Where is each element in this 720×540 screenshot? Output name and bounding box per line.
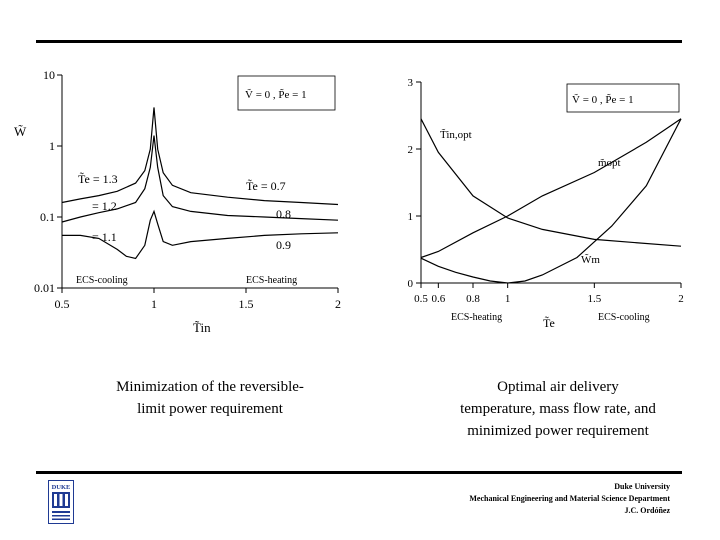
annotation: 0.9 — [276, 238, 291, 252]
annotation: ECS-cooling — [598, 312, 650, 323]
y-tick-label-left: 0.01 — [34, 281, 55, 295]
annotation: ECS-cooling — [76, 275, 128, 286]
x-tick-label-left: 2 — [335, 297, 341, 311]
x-tick-label-right: 0.6 — [431, 293, 446, 305]
annotation: ECS-heating — [246, 275, 298, 286]
bottom-rule — [36, 471, 682, 474]
annotation: 0.8 — [276, 207, 291, 221]
series-line-right — [421, 119, 681, 283]
duke-logo — [48, 480, 74, 524]
caption-right-line: minimized power requirement — [467, 423, 649, 439]
x-tick-label-right: 1 — [504, 293, 511, 305]
annotation: T̃e = 0.7 — [246, 179, 286, 193]
annotation: T̃e = 1.3 — [78, 172, 118, 186]
y-tick-label-right: 1 — [407, 211, 413, 223]
caption-left-line: limit power requirement — [137, 401, 283, 417]
chart-right — [360, 0, 720, 360]
x-tick-label-right: 0.8 — [466, 293, 480, 305]
x-tick-label-left: 1.5 — [238, 297, 254, 311]
y-tick-label-right: 3 — [407, 77, 413, 89]
annotation: W̃m — [581, 254, 600, 266]
x-tick-label-left: 1 — [151, 297, 157, 311]
annotation: ECS-heating — [451, 312, 503, 323]
annotation: = 1.1 — [92, 230, 117, 244]
logo-text: DUKE — [51, 484, 71, 491]
caption-right-line: Optimal air delivery — [497, 379, 619, 395]
series-line-left — [62, 107, 338, 204]
annotation: T̃in,opt — [440, 129, 472, 141]
footer-author: J.C. Ordóñez — [624, 506, 670, 515]
footer-department: Mechanical Engineering and Material Science Department — [469, 494, 670, 503]
annotation: m̃opt — [598, 157, 621, 169]
footer — [469, 481, 670, 517]
caption-left-line: Minimization of the reversible- — [116, 379, 304, 395]
legend-text-left: Ṽ = 0 , P̃e = 1 — [245, 89, 307, 101]
x-axis-label-left: T̃in — [193, 320, 211, 335]
chart-left — [0, 0, 360, 360]
footer-university: Duke University — [614, 482, 670, 491]
x-tick-label-left: 0.5 — [54, 297, 70, 311]
legend-text-right: Ṽ = 0 , P̃e = 1 — [572, 94, 634, 106]
caption-right-line: temperature, mass flow rate, and — [460, 401, 656, 417]
annotation: = 1.2 — [92, 199, 117, 213]
x-tick-label-right: 2 — [678, 293, 684, 305]
y-tick-label-left: 1 — [49, 139, 55, 153]
y-tick-label-left: 10 — [43, 68, 55, 82]
y-axis-label-left: W̃ — [14, 124, 27, 139]
y-tick-label-left: 0.1 — [40, 210, 55, 224]
caption-right — [418, 376, 698, 442]
x-tick-label-right: 0.5 — [414, 293, 428, 305]
y-tick-label-right: 0 — [407, 278, 413, 290]
x-tick-label-right: 1.5 — [587, 293, 602, 305]
x-axis-label-right: T̃e — [543, 316, 555, 330]
caption-left — [70, 376, 350, 420]
y-tick-label-right: 2 — [407, 144, 413, 156]
